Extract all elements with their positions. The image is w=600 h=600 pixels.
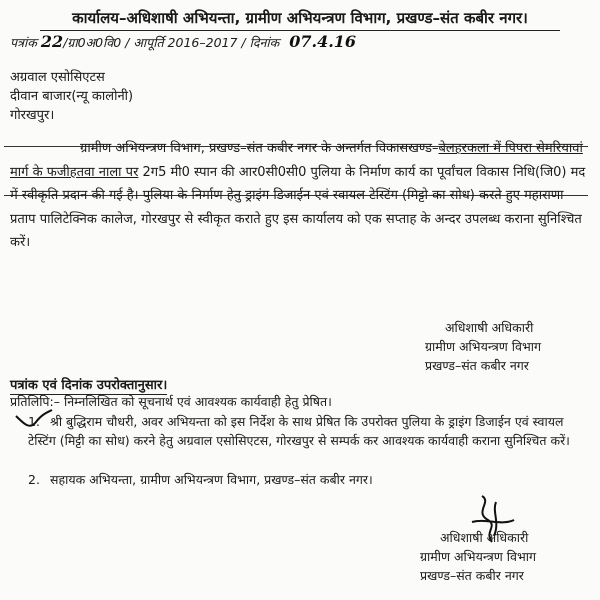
signature-block-2 [420, 528, 537, 585]
reference-line [10, 32, 356, 51]
body-part-1: ग्रामीण अभियन्त्रण विभाग, प्रखण्ड–संत कबीर नगर के अन्तर्गत विकासखण्ड– [80, 141, 439, 156]
body-part-2: 2ग5 मी0 स्पान की आर0सी0सी0 पुलिया के निर्माण कार्य का पूर्वांचल विकास निधि(जि0) मद में स्वीकृति प्रदान की गई है। पुलिया के निर्माण हेतु ड्राइंग डिजाईन एवं स्वायल टेस्टिंग (मिट्टो का सोध) करते हुए महाराणा प्रताप पालिटेक्निक कालेज, गोरखपुर से स्वीकृत कराते हुए इस कार्यालय को एक सप्ताह के अन्दर उपलब्ध कराना सुनिश्चित करें। [10, 164, 586, 250]
signature-block-1 [425, 318, 542, 375]
ref-prefix: पत्रांक [10, 35, 37, 50]
copy-heading: पत्रांक एवं दिनांक उपरोक्तानुसार। [10, 375, 167, 395]
sig1-division: प्रखण्ड–संत कबीर नगर [425, 358, 529, 373]
sig2-title: अधिशाषी अधिकारी [440, 530, 529, 545]
body-underlined-location: बेलहरकला में पिपरा सेमरियावां मार्ग के फजीहतवा नाला पर [10, 141, 583, 180]
cc-item-1 [28, 412, 588, 450]
ref-middle: /ग्रा0अ0वि0 / आपूर्ति 2016–2017 / दिनांक [63, 35, 280, 50]
address-line-2: दीवान बाजार(न्यू कालोनी) [10, 89, 134, 104]
cc-item-number: 2. [28, 472, 40, 487]
sig2-division: प्रखण्ड–संत कबीर नगर [420, 568, 524, 583]
sig1-title: अधिशाषी अधिकारी [445, 320, 534, 335]
cc-item-2 [28, 470, 588, 489]
body-paragraph [10, 137, 590, 255]
sig2-department: ग्रामीण अभियन्त्रण विभाग [420, 549, 537, 564]
address-line-3: गोरखपुर। [10, 108, 55, 123]
handwritten-date: 07.4.16 [289, 32, 357, 51]
office-header: कार्यालय–अधिशाषी अभियन्ता, ग्रामीण अभियन्त्रण विभाग, प्रखण्ड–संत कबीर नगर। [40, 8, 560, 31]
sig1-department: ग्रामीण अभियन्त्रण विभाग [425, 339, 542, 354]
cc-item-number: 1. [28, 414, 40, 429]
cc-item-text: सहायक अभियन्ता, ग्रामीण अभियन्त्रण विभाग, प्रखण्ड–संत कबीर नगर। [50, 472, 373, 487]
cc-label: प्रतिलिपि:– निम्नलिखित को सूचनार्थ एवं आवश्यक कार्यवाही हेतु प्रेषित। [10, 394, 332, 409]
check-mark-icon [14, 408, 54, 432]
address-line-1: अग्रवाल एसोसिएटस [10, 70, 105, 85]
handwritten-letter-number: 22 [40, 32, 64, 51]
cc-item-text: श्री बुद्धिराम चौधरी, अवर अभियन्ता को इस निर्देश के साथ प्रेषित कि उपरोक्त पुलिया के ड्राइंग डिजाईन एवं स्वायल टेस्टिंग (मिट्टी का सोध) करने हेतु अग्रवाल एसोसिएटस, गोरखपुर से सम्पर्क कर आवश्यक कार्यवाही कराना सुनिश्चित करें। [28, 414, 570, 448]
